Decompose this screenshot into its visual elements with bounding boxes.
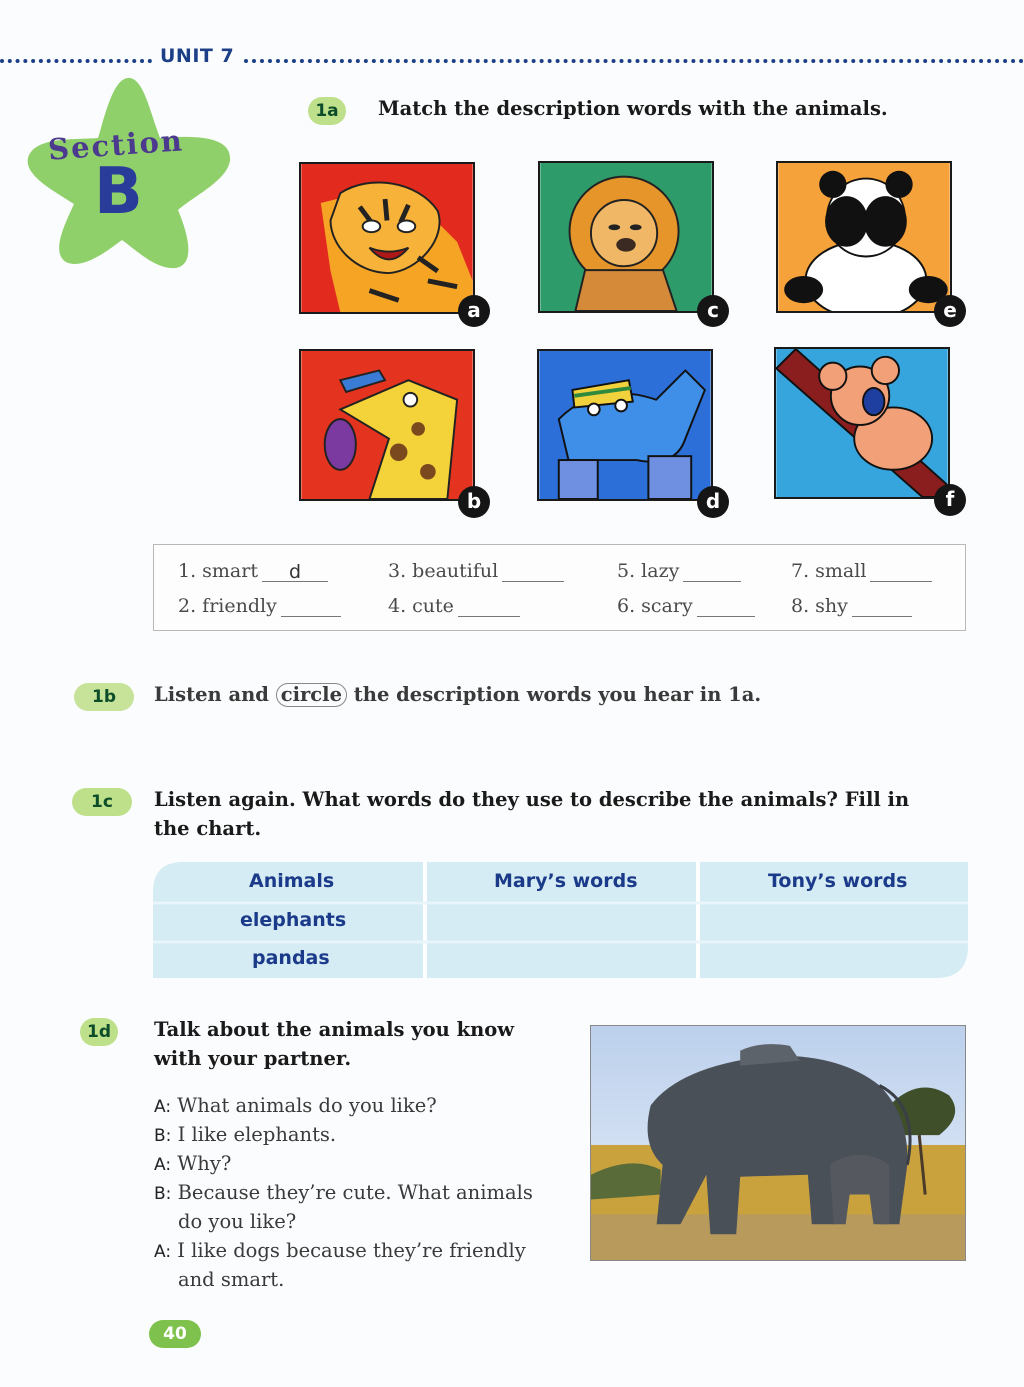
word-item-2 — [178, 595, 341, 617]
instruction-1d-line1: Talk about the animals you know — [154, 1018, 515, 1041]
dialog-line-7 — [178, 1268, 284, 1291]
unit-title: UNIT 7 — [160, 45, 235, 67]
instruction-1b-after: the description words you hear in 1a. — [353, 683, 762, 706]
lion-illustration — [540, 163, 712, 311]
circled-word: circle — [276, 683, 347, 707]
dialog-text: do you like? — [178, 1210, 297, 1233]
dialog-text: Why? — [177, 1152, 232, 1175]
answer-blank-2[interactable] — [281, 596, 341, 617]
answer-blank-7[interactable] — [870, 561, 932, 582]
instruction-1b-before: Listen and — [154, 683, 269, 706]
instruction-1c-line1: Listen again. What words do they use to describe the animals? Fill in — [154, 788, 910, 811]
speaker: A: — [154, 1242, 172, 1262]
answer-text: d — [288, 561, 302, 583]
speaker: B: — [154, 1126, 172, 1146]
dialog-line-3 — [154, 1152, 231, 1175]
picture-letter-b: b — [458, 486, 490, 518]
giraffe-illustration — [301, 351, 473, 499]
word-item-8 — [791, 595, 912, 617]
word-label: 4. cute — [388, 595, 454, 617]
elephant-photo-image — [591, 1026, 965, 1260]
dialog-line-4 — [154, 1181, 533, 1204]
activity-badge-1a: 1a — [308, 97, 346, 125]
chart-row-pandas: pandas — [252, 947, 330, 969]
answer-blank-4[interactable] — [458, 596, 520, 617]
header-rule-left — [0, 59, 152, 63]
speaker: B: — [154, 1184, 172, 1204]
answer-blank-8[interactable] — [852, 596, 912, 617]
word-label: 1. smart — [178, 560, 258, 582]
elephant-illustration — [539, 351, 711, 499]
header-rule-right — [244, 59, 1024, 63]
dialog-text: and smart. — [178, 1268, 285, 1291]
activity-badge-1c: 1c — [72, 788, 132, 816]
picture-tiger — [299, 162, 475, 314]
picture-letter-a: a — [458, 295, 490, 327]
picture-koala — [774, 347, 950, 499]
page-number: 40 — [149, 1320, 201, 1348]
word-label: 8. shy — [791, 595, 848, 617]
dialog-text: Because they’re cute. What animals — [177, 1181, 533, 1204]
picture-letter-c: c — [697, 295, 729, 327]
instruction-1a: Match the description words with the animals. — [378, 97, 888, 120]
section-word: Section — [46, 123, 185, 167]
tiger-illustration — [301, 164, 473, 312]
dialog-line-6 — [154, 1239, 526, 1262]
word-label: 3. beautiful — [388, 560, 499, 582]
word-item-3 — [388, 560, 564, 582]
word-match-box — [153, 544, 966, 631]
word-label: 7. small — [791, 560, 867, 582]
activity-badge-1d: 1d — [80, 1018, 118, 1046]
dialog-line-5 — [178, 1210, 296, 1233]
activity-badge-1b: 1b — [74, 683, 134, 711]
dialog-line-1 — [154, 1094, 437, 1117]
picture-lion — [538, 161, 714, 313]
dialog-text: I like elephants. — [177, 1123, 337, 1146]
picture-elephant — [537, 349, 713, 501]
instruction-1c-line2: the chart. — [154, 817, 262, 840]
instruction-1b — [154, 683, 761, 707]
word-label: 5. lazy — [617, 560, 680, 582]
picture-panda — [776, 161, 952, 313]
answer-blank-1[interactable] — [262, 561, 328, 582]
chart-header-tonys-words: Tony’s words — [768, 870, 908, 892]
section-letter: B — [94, 155, 143, 229]
instruction-1d-line2: with your partner. — [154, 1047, 352, 1070]
picture-letter-e: e — [934, 295, 966, 327]
dialog-text: What animals do you like? — [177, 1094, 437, 1117]
chart-header-marys-words: Mary’s words — [494, 870, 638, 892]
word-label: 6. scary — [617, 595, 693, 617]
speaker: A: — [154, 1097, 172, 1117]
answer-blank-5[interactable] — [683, 561, 741, 582]
word-item-4 — [388, 595, 520, 617]
answer-blank-3[interactable] — [502, 561, 564, 582]
dialog-line-2 — [154, 1123, 336, 1146]
picture-letter-f: f — [934, 484, 966, 516]
picture-giraffe — [299, 349, 475, 501]
answer-blank-6[interactable] — [697, 596, 755, 617]
word-item-7 — [791, 560, 932, 582]
chart-header-animals: Animals — [249, 870, 335, 892]
word-item-5 — [617, 560, 741, 582]
elephant-photo — [590, 1025, 966, 1261]
dialog-text: I like dogs because they’re friendly — [177, 1239, 526, 1262]
word-label: 2. friendly — [178, 595, 277, 617]
speaker: A: — [154, 1155, 172, 1175]
koala-illustration — [776, 349, 948, 497]
picture-letter-d: d — [697, 486, 729, 518]
chart-row-elephants: elephants — [240, 909, 347, 931]
word-item-1 — [178, 560, 328, 582]
panda-illustration — [778, 163, 950, 311]
fill-in-chart — [153, 862, 968, 978]
word-item-6 — [617, 595, 755, 617]
